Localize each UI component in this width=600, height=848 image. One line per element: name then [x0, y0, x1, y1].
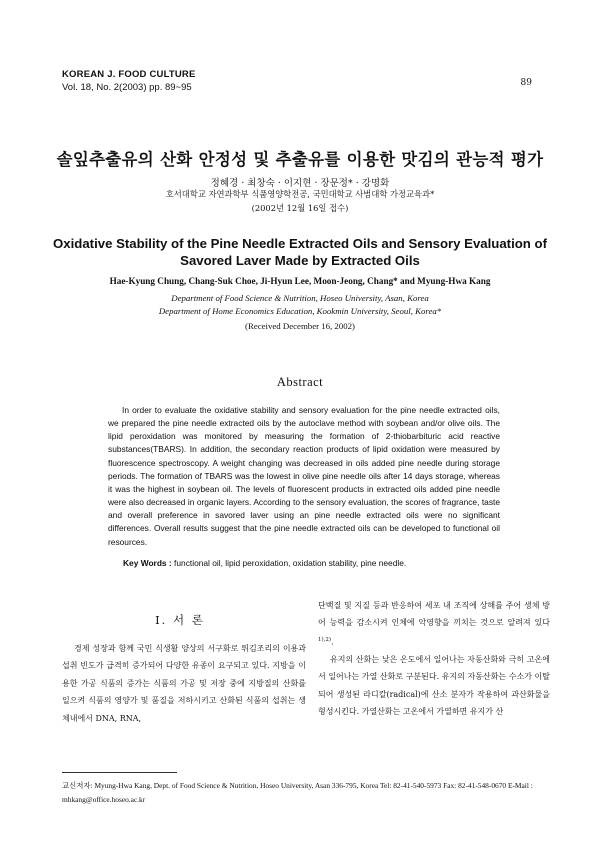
left-column — [62, 640, 306, 727]
intro-paragraph-1: 경제 성장과 함께 국민 식생활 양상의 서구화로 튀김조리의 이용과 섭취 빈도가 급격히 증가되어 다양한 유종이 요구되고 있다. 지방을 이용한 가공 식품의 증가는 식품의 가공 및 저장 중에 지방질의 산화를 일으켜 식품의 영양가 및 품질을 저하시키고 산화된 식품의 섭취는 생체내에서 DNA, RNA, — [62, 644, 306, 723]
citation-ref: 1),2) — [318, 636, 332, 643]
abstract-text: In order to evaluate the oxidative stability and sensory evaluation for the pine needle extracted oils, we prepared the pine needle extracted oils by the autoclave method with soybean and/or olive oils. The lipid peroxidation was monitored by measuring the formation of 2-thiobarbituric acid reactive substances(TBARS). In addition, the secondary reaction products of lipid oxidation were measured by fluorescence spectroscopy. A weight changing was decreased in oils added pine needle during storage periods. The formation of TBARS was the lowest in olive pine needle oils after 14 days storage, whereas it was the highest in soybean oil. The levels of fluorescent products in extracted oils added pine needle were also decreased in organic layers. According to the sensory evaluation, the scores of fragrance, taste and overall preference in savored laver using an pine needle extracted oils were no significant differences. Overall results suggest that the pine needle extracted oils can be developed to functional oil resources. — [108, 405, 500, 547]
english-authors: Hae-Kyung Chung, Chang-Suk Choe, Ji-Hyun Lee, Moon-Jeong, Chang* and Myung-Hwa Kang — [109, 276, 491, 286]
abstract-heading: Abstract — [276, 375, 324, 389]
footnote-divider — [62, 772, 177, 773]
journal-header — [62, 68, 196, 94]
volume-info: Vol. 18, No. 2(2003) pp. 89~95 — [62, 82, 192, 93]
keywords-label: Key Words : — [123, 558, 172, 568]
intro-paragraph-2-text: 단백질 및 지질 등과 반응하여 세포 내 조직에 상해를 주어 생체 방어 능력을 감소시켜 인체에 악영향을 끼치는 것으로 알려져 있다 — [318, 601, 550, 628]
page-number: 89 — [520, 78, 532, 88]
keywords — [123, 558, 406, 568]
english-affiliation-1: Department of Food Science & Nutrition, Hoseo University, Asan, Korea — [171, 293, 429, 303]
korean-title: 솔잎추출유의 산화 안정성 및 추출유를 이용한 맛김의 관능적 평가 — [56, 150, 544, 169]
journal-name: KOREAN J. FOOD CULTURE — [62, 69, 196, 80]
korean-authors: 정혜경 · 최창숙 · 이지현 · 장문정* · 강명화 — [210, 178, 390, 189]
intro-paragraph-2 — [318, 597, 550, 651]
keywords-list: functional oil, lipid peroxidation, oxidation stability, pine needle. — [171, 558, 407, 568]
intro-paragraph-3: 유지의 산화는 낮은 온도에서 일어나는 자동산화와 극히 고온에서 일어나는 가열 산화로 구분된다. 유지의 자동산화는 수소가 이탈되어 생성된 라디칼(radical)에 산소 분자가 작용하여 과산화물을 형성시킨다. 가열산화는 고온에서 가열하면 유지가 산 — [318, 654, 550, 717]
intro-paragraph-2-end: . — [331, 637, 334, 647]
english-received-date: (Received December 16, 2002) — [245, 321, 355, 331]
korean-received-date: (2002년 12월 16일 접수) — [251, 203, 349, 213]
section-heading-introduction: I. 서 론 — [155, 613, 205, 627]
right-column — [318, 597, 550, 721]
corresponding-author-footnote: 교신저자: Myung-Hwa Kang, Dept. of Food Science & Nutrition, Hoseo University, Asan 336-795, Korea Tel: 82-41-540-5973 Fax: 82-41-548-0670 E-Mail : mhkang@office.hoseo.ac.kr — [62, 781, 533, 804]
english-title: Oxidative Stability of the Pine Needle Extracted Oils and Sensory Evaluation of Savored Laver Made by Extracted Oils — [53, 236, 547, 268]
english-affiliation-2: Department of Home Economics Education, Kookmin University, Seoul, Korea* — [158, 306, 442, 316]
korean-affiliation: 호서대학교 자연과학부 식품영양학전공, 국민대학교 사범대학 가정교육과* — [165, 189, 435, 199]
